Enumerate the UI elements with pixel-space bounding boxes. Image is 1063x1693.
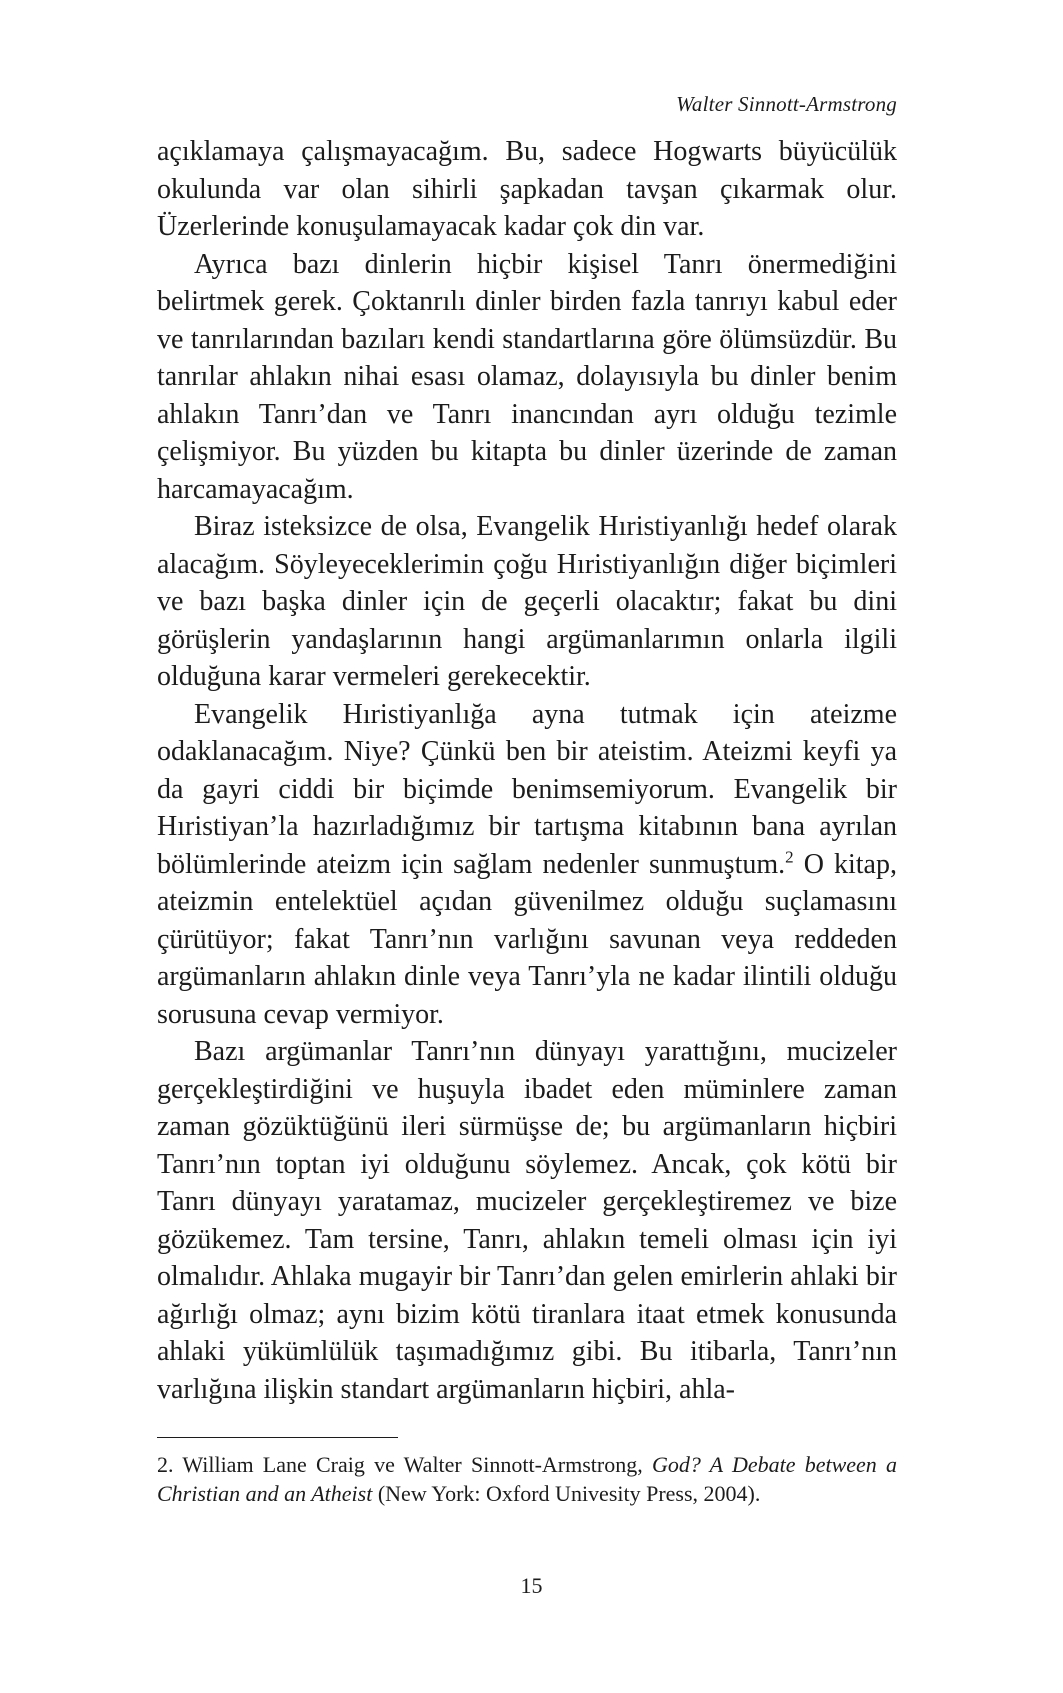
paragraph [157, 696, 897, 1034]
footnote [157, 1451, 897, 1508]
footnote-divider [157, 1437, 398, 1438]
body-text [157, 133, 897, 1408]
paragraph: Bazı argümanlar Tanrı’nın dünyayı yarattığını, mucizeler gerçekleştirdiğini ve huşuyla ibadet eden müminlere zaman zaman gözüktüğünü ileri sürmüşse de; bu argümanların hiçbiri Tanrı’nın toptan iyi olduğunu söylemez. Ancak, çok kötü bir Tanrı dünyayı yaratamaz, mucizeler gerçekleştiremez ve bize gözükemez. Tam tersine, Tanrı, ahlakın temeli olması için iyi olmalıdır. Ahlaka mugayir bir Tanrı’dan gelen emirlerin ahlaki bir ağırlığı olmaz; aynı bizim kötü tiranlara itaat etmek konusunda ahlaki yükümlülük taşımadığımız gibi. Bu itibarla, Tanrı’nın varlığına ilişkin standart argümanların hiçbiri, ahla- [157, 1036, 897, 1405]
paragraph-text: O kitap, ateizmin entelektüel açıdan güvenilmez olduğu suçlamasını çürütüyor; fakat Tanrı’nın varlığını savunan veya reddeden argümanların ahlakın dinle veya Tanrı’yla ne kadar ilintili olduğu sorusuna cevap vermiyor. [157, 848, 897, 1030]
footnote-authors: William Lane Craig ve Walter Sinnott-Armstrong, [182, 1452, 643, 1477]
footnote-publication: (New York: Oxford Univesity Press, 2004). [377, 1480, 761, 1506]
footnote-marker: 2 [785, 847, 794, 867]
paragraph: Ayrıca bazı dinlerin hiçbir kişisel Tanrı önermediğini belirtmek gerek. Çoktanrılı dinler birden fazla tanrıyı kabul eder ve tanrılarından bazıları kendi standartlarına göre ölümsüzdür. Bu tanrılar ahlakın nihai esası olamaz, dolayısıyla bu dinler benim ahlakın Tanrı’dan ve Tanrı inancından ayrı olduğu tezimle çelişmiyor. Bu yüzden bu kitapta bu dinler üzerinde de zaman harcamayacağım. [157, 248, 897, 505]
paragraph: Biraz isteksizce de olsa, Evangelik Hıristiyanlığı hedef olarak alacağım. Söyleyeceklerimin çoğu Hıristiyanlığın diğer biçimleri ve bazı başka dinler için de geçerli olacaktır; fakat bu dini görüşlerin yandaşlarının hangi argümanlarımın onlarla ilgili olduğuna karar vermeleri gerekecektir. [157, 511, 897, 692]
page-number: 15 [520, 1573, 543, 1598]
footnote-book-title: God? A Debate between a Christian and an Atheist [157, 1452, 898, 1506]
running-head: Walter Sinnott-Armstrong [676, 92, 897, 116]
paragraph: açıklamaya çalışmayacağım. Bu, sadece Hogwarts büyücülük okulunda var olan sihirli şapkadan tavşan çıkarmak olur. Üzerlerinde konuşulamayacak kadar çok din var. [157, 136, 897, 242]
footnote-number: 2. [157, 1452, 174, 1477]
paragraph-text: Evangelik Hıristiyanlığa ayna tutmak için ateizme odaklanacağım. Niye? Çünkü ben bir ateistim. Ateizmi keyfi ya da gayri ciddi bir biçimde benimsemiyorum. Evangelik bir Hıristiyan’la hazırladığımız bir tartışma kitabının bana ayrılan bölümlerinde ateizm için sağlam nedenler sunmuştum. [157, 698, 897, 880]
